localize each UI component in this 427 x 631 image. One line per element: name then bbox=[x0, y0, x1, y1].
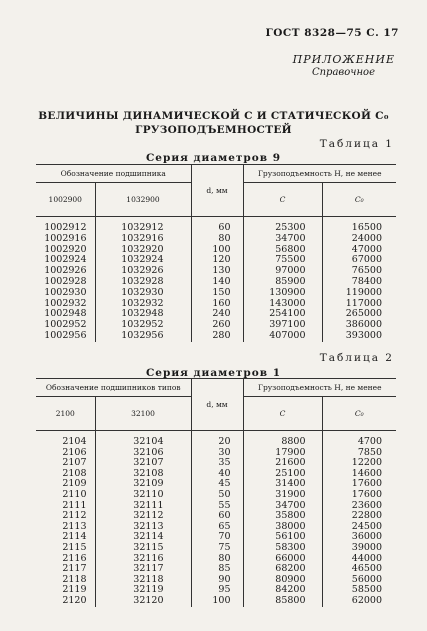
designation-b-cell: 32119 bbox=[95, 585, 191, 596]
c-cell: 66000 bbox=[243, 554, 322, 565]
c0-cell: 44000 bbox=[322, 554, 396, 565]
designation-b-cell: 32113 bbox=[95, 522, 191, 533]
c-cell: 85900 bbox=[243, 277, 322, 288]
d-cell: 260 bbox=[191, 320, 243, 331]
designation-a-cell: 2112 bbox=[62, 510, 87, 522]
d-cell: 80 bbox=[191, 234, 243, 245]
c0-cell: 17600 bbox=[322, 479, 396, 490]
d-cell: 280 bbox=[191, 331, 243, 342]
c0-cell: 76500 bbox=[322, 266, 396, 277]
c-cell: 25100 bbox=[243, 469, 322, 480]
c-cell: 84200 bbox=[243, 585, 322, 596]
designation-a-cell: 1002948 bbox=[44, 308, 87, 320]
designation-b-cell: 32120 bbox=[95, 596, 191, 607]
table1-series: Серия диаметров 9 bbox=[145, 152, 282, 164]
designation-b-cell: 32108 bbox=[95, 469, 191, 480]
table1-header-d: d, мм bbox=[191, 165, 243, 217]
d-cell: 100 bbox=[191, 596, 243, 607]
table1-header-type2: 1032900 bbox=[95, 183, 191, 217]
c0-cell: 393000 bbox=[322, 331, 396, 342]
designation-b-cell: 32118 bbox=[95, 575, 191, 586]
c0-cell: 39000 bbox=[322, 543, 396, 554]
designation-a-cell: 1002916 bbox=[44, 232, 87, 244]
table2-row bbox=[36, 458, 396, 469]
table2-series: Серия диаметров 1 bbox=[145, 367, 282, 379]
table2-row bbox=[36, 479, 396, 490]
designation-b-cell: 32104 bbox=[95, 431, 191, 448]
d-cell: 45 bbox=[191, 479, 243, 490]
table1-row bbox=[36, 288, 396, 299]
c-cell: 97000 bbox=[243, 266, 322, 277]
designation-b-cell: 1032932 bbox=[95, 299, 191, 310]
designation-a-cell: 2120 bbox=[62, 594, 87, 606]
table1-header-c0: C₀ bbox=[322, 183, 396, 217]
c-cell: 38000 bbox=[243, 522, 322, 533]
d-cell: 85 bbox=[191, 564, 243, 575]
table2-header-capacity: Грузоподъемность H, не менее bbox=[243, 379, 396, 397]
table2-header-d: d, мм bbox=[191, 379, 243, 431]
designation-a-cell: 2118 bbox=[62, 573, 87, 585]
designation-a-cell: 2107 bbox=[62, 457, 87, 469]
c0-cell: 117000 bbox=[322, 299, 396, 310]
designation-a-cell: 2114 bbox=[62, 531, 87, 543]
d-cell: 60 bbox=[191, 217, 243, 234]
d-cell: 95 bbox=[191, 585, 243, 596]
table2-row bbox=[36, 543, 396, 554]
table2-header-type1: 2100 bbox=[36, 397, 95, 431]
designation-a-cell: 2115 bbox=[62, 541, 87, 553]
c0-cell: 58500 bbox=[322, 585, 396, 596]
c0-cell: 24500 bbox=[322, 522, 396, 533]
table2-row bbox=[36, 532, 396, 543]
designation-a-cell: 2113 bbox=[62, 520, 87, 532]
d-cell: 150 bbox=[191, 288, 243, 299]
d-cell: 160 bbox=[191, 299, 243, 310]
c-cell: 21600 bbox=[243, 458, 322, 469]
designation-a-cell: 1002926 bbox=[44, 265, 87, 277]
designation-a-cell: 2119 bbox=[62, 584, 87, 596]
table1 bbox=[36, 164, 396, 342]
designation-a-cell: 1002928 bbox=[44, 275, 87, 287]
c-cell: 56100 bbox=[243, 532, 322, 543]
c-cell: 34700 bbox=[243, 234, 322, 245]
table2-row bbox=[36, 490, 396, 501]
c0-cell: 56000 bbox=[322, 575, 396, 586]
c-cell: 17900 bbox=[243, 448, 322, 459]
table1-number: Таблица 1 bbox=[319, 138, 394, 150]
designation-b-cell: 32106 bbox=[95, 448, 191, 459]
designation-a-cell: 2116 bbox=[62, 552, 87, 564]
designation-b-cell: 32115 bbox=[95, 543, 191, 554]
designation-a-cell: 1002930 bbox=[44, 286, 87, 298]
c0-cell: 119000 bbox=[322, 288, 396, 299]
document-title-line2: ГРУЗОПОДЪЕМНОСТЕЙ bbox=[135, 124, 292, 136]
designation-b-cell: 32109 bbox=[95, 479, 191, 490]
designation-a-cell: 2117 bbox=[62, 563, 87, 575]
c0-cell: 12200 bbox=[322, 458, 396, 469]
designation-b-cell: 32107 bbox=[95, 458, 191, 469]
d-cell: 130 bbox=[191, 266, 243, 277]
c-cell: 254100 bbox=[243, 309, 322, 320]
d-cell: 240 bbox=[191, 309, 243, 320]
c0-cell: 265000 bbox=[322, 309, 396, 320]
table2-header-c: C bbox=[243, 397, 322, 431]
d-cell: 90 bbox=[191, 575, 243, 586]
table1-row bbox=[36, 331, 396, 342]
c-cell: 75500 bbox=[243, 255, 322, 266]
designation-b-cell: 1032948 bbox=[95, 309, 191, 320]
designation-b-cell: 1032912 bbox=[95, 217, 191, 234]
designation-b-cell: 1032956 bbox=[95, 331, 191, 342]
designation-b-cell: 1032952 bbox=[95, 320, 191, 331]
table2-header-type2: 32100 bbox=[95, 397, 191, 431]
c0-cell: 386000 bbox=[322, 320, 396, 331]
d-cell: 75 bbox=[191, 543, 243, 554]
table2-row bbox=[36, 501, 396, 512]
designation-b-cell: 1032930 bbox=[95, 288, 191, 299]
table2-row bbox=[36, 554, 396, 565]
designation-b-cell: 32112 bbox=[95, 511, 191, 522]
d-cell: 40 bbox=[191, 469, 243, 480]
table2-row bbox=[36, 469, 396, 480]
designation-b-cell: 32114 bbox=[95, 532, 191, 543]
designation-b-cell: 1032924 bbox=[95, 255, 191, 266]
c0-cell: 46500 bbox=[322, 564, 396, 575]
table1-row bbox=[36, 217, 396, 234]
c0-cell: 62000 bbox=[322, 596, 396, 607]
c-cell: 68200 bbox=[243, 564, 322, 575]
designation-a-cell: 1002932 bbox=[44, 297, 87, 309]
table2-row bbox=[36, 596, 396, 607]
d-cell: 140 bbox=[191, 277, 243, 288]
designation-a-cell: 2110 bbox=[62, 488, 87, 500]
c0-cell: 36000 bbox=[322, 532, 396, 543]
document-title-line1: ВЕЛИЧИНЫ ДИНАМИЧЕСКОЙ C И СТАТИЧЕСКОЙ C₀ bbox=[38, 110, 389, 122]
d-cell: 55 bbox=[191, 501, 243, 512]
c0-cell: 78400 bbox=[322, 277, 396, 288]
designation-a-cell: 2108 bbox=[62, 467, 87, 479]
table1-header-type1: 1002900 bbox=[36, 183, 95, 217]
d-cell: 100 bbox=[191, 245, 243, 256]
d-cell: 70 bbox=[191, 532, 243, 543]
table2-number: Таблица 2 bbox=[319, 352, 394, 364]
designation-b-cell: 32116 bbox=[95, 554, 191, 565]
c-cell: 8800 bbox=[243, 431, 322, 448]
designation-a-cell: 1002912 bbox=[44, 222, 87, 233]
designation-b-cell: 32111 bbox=[95, 501, 191, 512]
c0-cell: 24000 bbox=[322, 234, 396, 245]
d-cell: 35 bbox=[191, 458, 243, 469]
c-cell: 85800 bbox=[243, 596, 322, 607]
table2-row bbox=[36, 522, 396, 533]
c-cell: 31900 bbox=[243, 490, 322, 501]
c-cell: 80900 bbox=[243, 575, 322, 586]
designation-a-cell: 2104 bbox=[62, 436, 87, 447]
c-cell: 34700 bbox=[243, 501, 322, 512]
designation-b-cell: 1032926 bbox=[95, 266, 191, 277]
designation-a-cell: 2109 bbox=[62, 478, 87, 490]
page-header: ГОСТ 8328—75 С. 17 bbox=[265, 27, 399, 39]
table2-row bbox=[36, 431, 396, 448]
c0-cell: 4700 bbox=[322, 431, 396, 448]
d-cell: 30 bbox=[191, 448, 243, 459]
c-cell: 56800 bbox=[243, 245, 322, 256]
c0-cell: 17600 bbox=[322, 490, 396, 501]
c-cell: 25300 bbox=[243, 217, 322, 234]
designation-a-cell: 2106 bbox=[62, 446, 87, 458]
c-cell: 31400 bbox=[243, 479, 322, 490]
appendix-subtitle: Справочное bbox=[311, 67, 375, 78]
table2-row bbox=[36, 448, 396, 459]
designation-a-cell: 1002924 bbox=[44, 254, 87, 266]
designation-a-cell: 1002952 bbox=[44, 319, 87, 331]
c0-cell: 22800 bbox=[322, 511, 396, 522]
c-cell: 407000 bbox=[243, 331, 322, 342]
table2-header-c0: C₀ bbox=[322, 397, 396, 431]
c0-cell: 23600 bbox=[322, 501, 396, 512]
d-cell: 50 bbox=[191, 490, 243, 501]
table2-row bbox=[36, 575, 396, 586]
d-cell: 65 bbox=[191, 522, 243, 533]
c-cell: 35800 bbox=[243, 511, 322, 522]
c0-cell: 16500 bbox=[322, 217, 396, 234]
designation-b-cell: 32110 bbox=[95, 490, 191, 501]
d-cell: 80 bbox=[191, 554, 243, 565]
designation-a-cell: 1002920 bbox=[44, 243, 87, 255]
table1-header-capacity: Грузоподъемность H, не менее bbox=[243, 165, 396, 183]
appendix-title: ПРИЛОЖЕНИЕ bbox=[292, 53, 395, 66]
table1-row bbox=[36, 234, 396, 245]
designation-b-cell: 32117 bbox=[95, 564, 191, 575]
designation-a-cell: 1002956 bbox=[44, 329, 87, 341]
table2-row bbox=[36, 511, 396, 522]
designation-b-cell: 1032916 bbox=[95, 234, 191, 245]
d-cell: 20 bbox=[191, 431, 243, 448]
c-cell: 143000 bbox=[243, 299, 322, 310]
c-cell: 58300 bbox=[243, 543, 322, 554]
table2-row bbox=[36, 564, 396, 575]
c0-cell: 67000 bbox=[322, 255, 396, 266]
c-cell: 130900 bbox=[243, 288, 322, 299]
c-cell: 397100 bbox=[243, 320, 322, 331]
designation-a-cell: 2111 bbox=[62, 499, 87, 511]
table1-header-designation: Обозначение подшипника bbox=[36, 165, 191, 183]
table2 bbox=[36, 378, 396, 607]
c0-cell: 14600 bbox=[322, 469, 396, 480]
c0-cell: 47000 bbox=[322, 245, 396, 256]
designation-b-cell: 1032920 bbox=[95, 245, 191, 256]
table1-header-c: C bbox=[243, 183, 322, 217]
table2-header-designation: Обозначение подшипников типов bbox=[36, 379, 191, 397]
d-cell: 60 bbox=[191, 511, 243, 522]
d-cell: 120 bbox=[191, 255, 243, 266]
c0-cell: 7850 bbox=[322, 448, 396, 459]
designation-b-cell: 1032928 bbox=[95, 277, 191, 288]
